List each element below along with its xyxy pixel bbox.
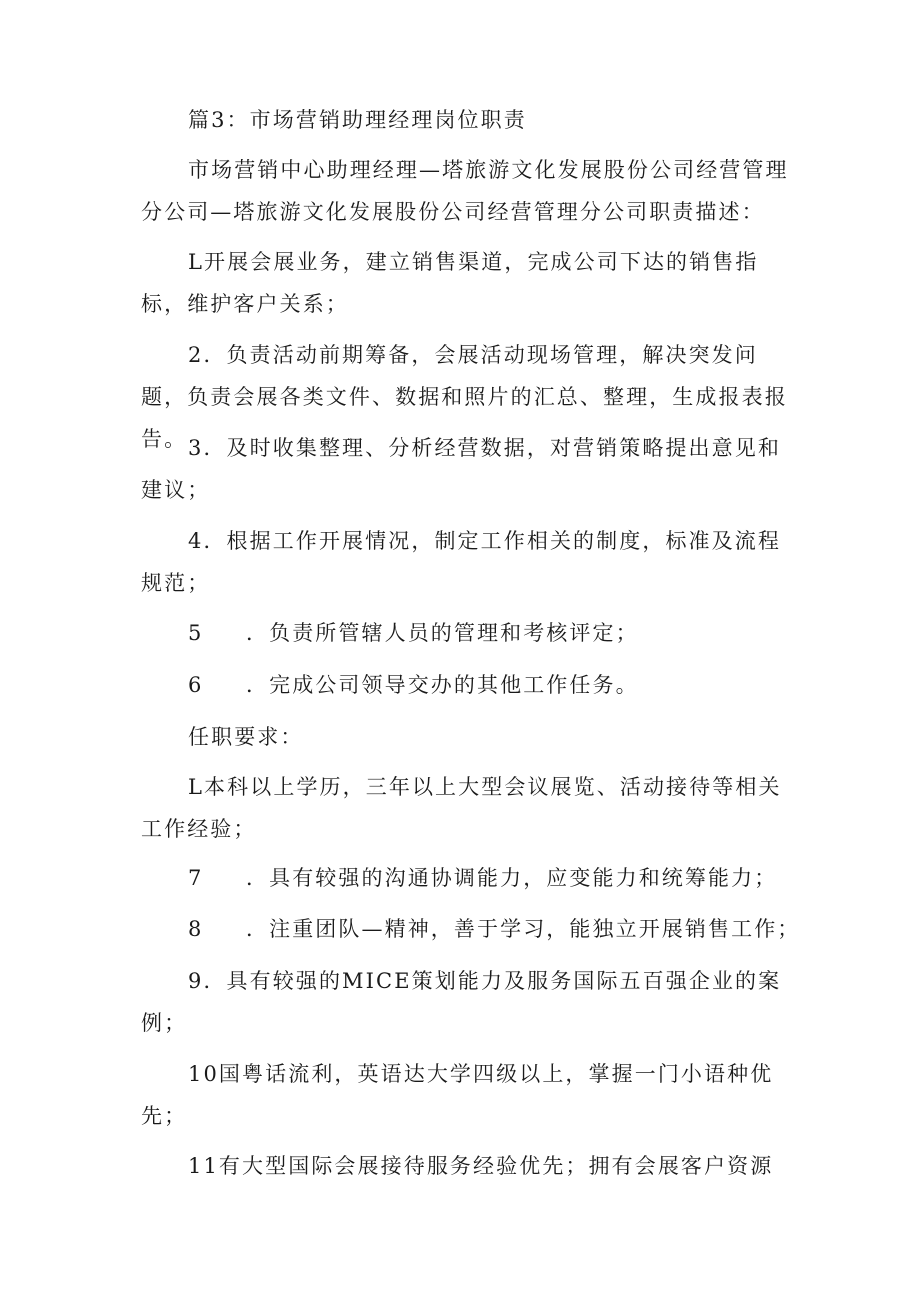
duty-item-5 [188, 612, 639, 654]
requirement-item-10: 10国粤话流利，英语达大学四级以上，掌握一门小语种优先； [141, 1062, 774, 1128]
requirement-item-1: L本科以上学历，三年以上大型会议展览、活动接待等相关工作经验； [141, 775, 782, 841]
duty-item-4: 4．根据工作开展情况，制定工作相关的制度，标准及流程规范； [141, 529, 781, 595]
duty-item-5-number: 5 [188, 621, 204, 645]
duty-item-6-number: 6 [188, 673, 204, 697]
duty-item-5-text: ．负责所管辖人员的管理和考核评定； [246, 621, 639, 645]
requirements-title: 任职要求： [188, 725, 304, 749]
requirement-item-11: 11有大型国际会展接待服务经验优先；拥有会展客户资源 [188, 1154, 774, 1178]
requirement-item-7-text: ．具有较强的沟通协调能力，应变能力和统筹能力； [246, 866, 778, 890]
requirement-item-8-number: 8 [188, 917, 204, 941]
requirement-item-7 [188, 857, 777, 899]
duty-item-2: 2．负责活动前期筹备，会展活动现场管理，解决突发问题，负责会展各类文件、数据和照片的汇总、整理，生成报表报告。 [141, 343, 788, 451]
requirement-item-8-text: ．注重团队—精神，善于学习，能独立开展销售工作； [246, 917, 801, 941]
duty-item-6 [188, 664, 639, 706]
duty-item-6-text: ．完成公司领导交办的其他工作任务。 [246, 673, 639, 697]
requirement-item-8 [188, 908, 800, 950]
requirement-item-7-number: 7 [188, 866, 204, 890]
section-heading: 篇3：市场营销助理经理岗位职责 [188, 108, 527, 132]
duty-item-3: 3．及时收集整理、分析经营数据，对营销策略提出意见和建议； [141, 436, 781, 502]
requirement-item-9: 9．具有较强的MICE策划能力及服务国际五百强企业的案例； [141, 969, 782, 1035]
duty-item-1: L开展会展业务，建立销售渠道，完成公司下达的销售指标，维护客户关系； [141, 250, 759, 316]
intro-paragraph: 市场营销中心助理经理—塔旅游文化发展股份公司经营管理分公司—塔旅游文化发展股份公司经营管理分公司职责描述： [141, 158, 789, 224]
